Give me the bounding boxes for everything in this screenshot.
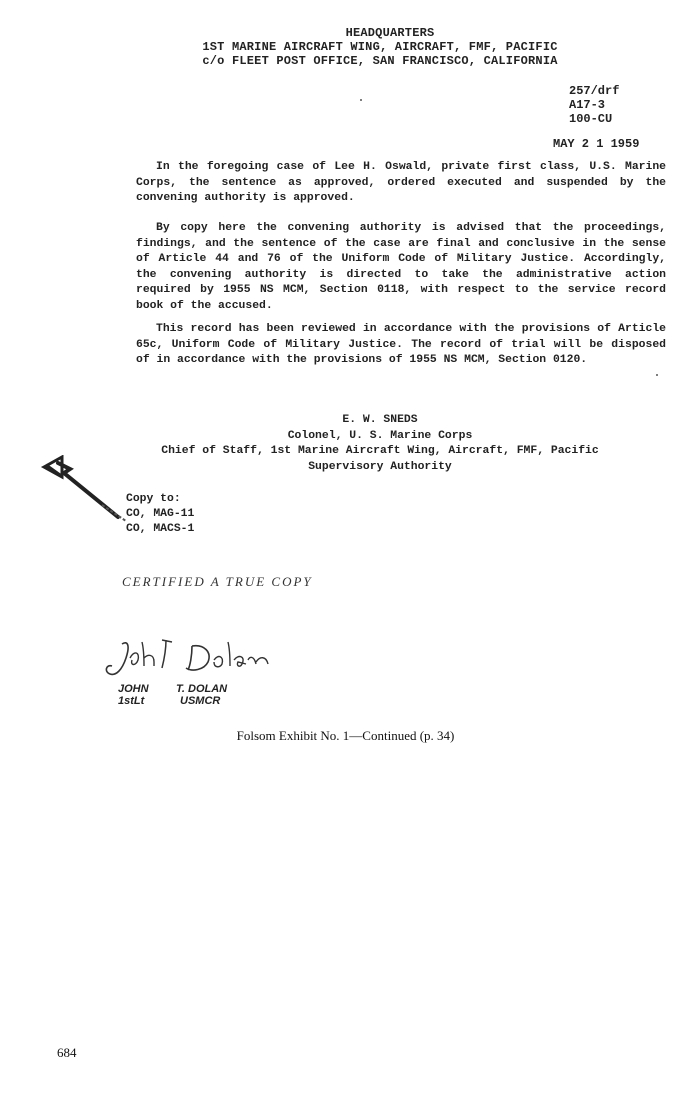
speck	[656, 374, 658, 376]
letterhead	[150, 26, 610, 68]
stamp-column-2	[176, 683, 227, 707]
letterhead-line-1: HEADQUARTERS	[345, 26, 435, 40]
stamp-service: USMCR	[180, 695, 221, 707]
copy-to-item: CO, MACS-1	[126, 523, 195, 535]
copy-to-label: Copy to:	[126, 493, 181, 505]
stamp-first-name: JOHN	[118, 683, 149, 695]
signer-name: E. W. SNEDS	[342, 414, 418, 426]
reference-code: A17-3	[569, 98, 606, 112]
name-stamp	[118, 683, 228, 707]
paragraph-2: By copy here the convening authority is advised that the proceedings, findings, and the sentence of the case are final and conclusive in the sense of Article 44 and 76 of the Uniform Code of Military Justice. Accordingly, the convening authority is directed to take the administrative action required by 1955 NS MCM, Section 0118, with respect to the service record book of the accused.	[136, 222, 666, 312]
letterhead-line-2: 1ST MARINE AIRCRAFT WING, AIRCRAFT, FMF, PACIFIC	[202, 40, 558, 54]
letterhead-line-3: c/o FLEET POST OFFICE, SAN FRANCISCO, CALIFORNIA	[202, 54, 558, 68]
paragraph-3: This record has been reviewed in accordance with the provisions of Article 65c, Uniform Code of Military Justice. The record of trial will be disposed of in accordance with the provisions of 1955 NS MCM, Section 0120.	[136, 323, 666, 366]
signer-rank: Colonel, U. S. Marine Corps	[287, 429, 473, 442]
stamp-last-name: T. DOLAN	[176, 683, 228, 695]
signature-block	[140, 413, 620, 475]
arrow-mark-icon	[40, 455, 130, 535]
copy-to-list	[126, 492, 194, 537]
reference-code: 100-CU	[569, 112, 613, 126]
reference-code: 257/drf	[569, 84, 620, 98]
paragraph-1: In the foregoing case of Lee H. Oswald, private first class, U.S. Marine Corps, the sentence as approved, ordered executed and suspended by the convening authority is approved.	[136, 161, 666, 204]
date-stamp: MAY 2 1 1959	[553, 137, 640, 151]
reference-codes	[569, 84, 619, 126]
handwritten-signature	[100, 636, 280, 686]
exhibit-caption: Folsom Exhibit No. 1—Continued (p. 34)	[236, 728, 455, 743]
page-number: 684	[57, 1045, 77, 1060]
signer-title: Chief of Staff, 1st Marine Aircraft Wing, Aircraft, FMF, Pacific	[161, 445, 599, 457]
speck	[360, 99, 362, 101]
signer-authority: Supervisory Authority	[308, 460, 452, 473]
certified-stamp: CERTIFIED A TRUE COPY	[122, 574, 313, 589]
copy-to-item: CO, MAG-11	[126, 508, 195, 520]
stamp-rank: 1stLt	[118, 695, 145, 707]
